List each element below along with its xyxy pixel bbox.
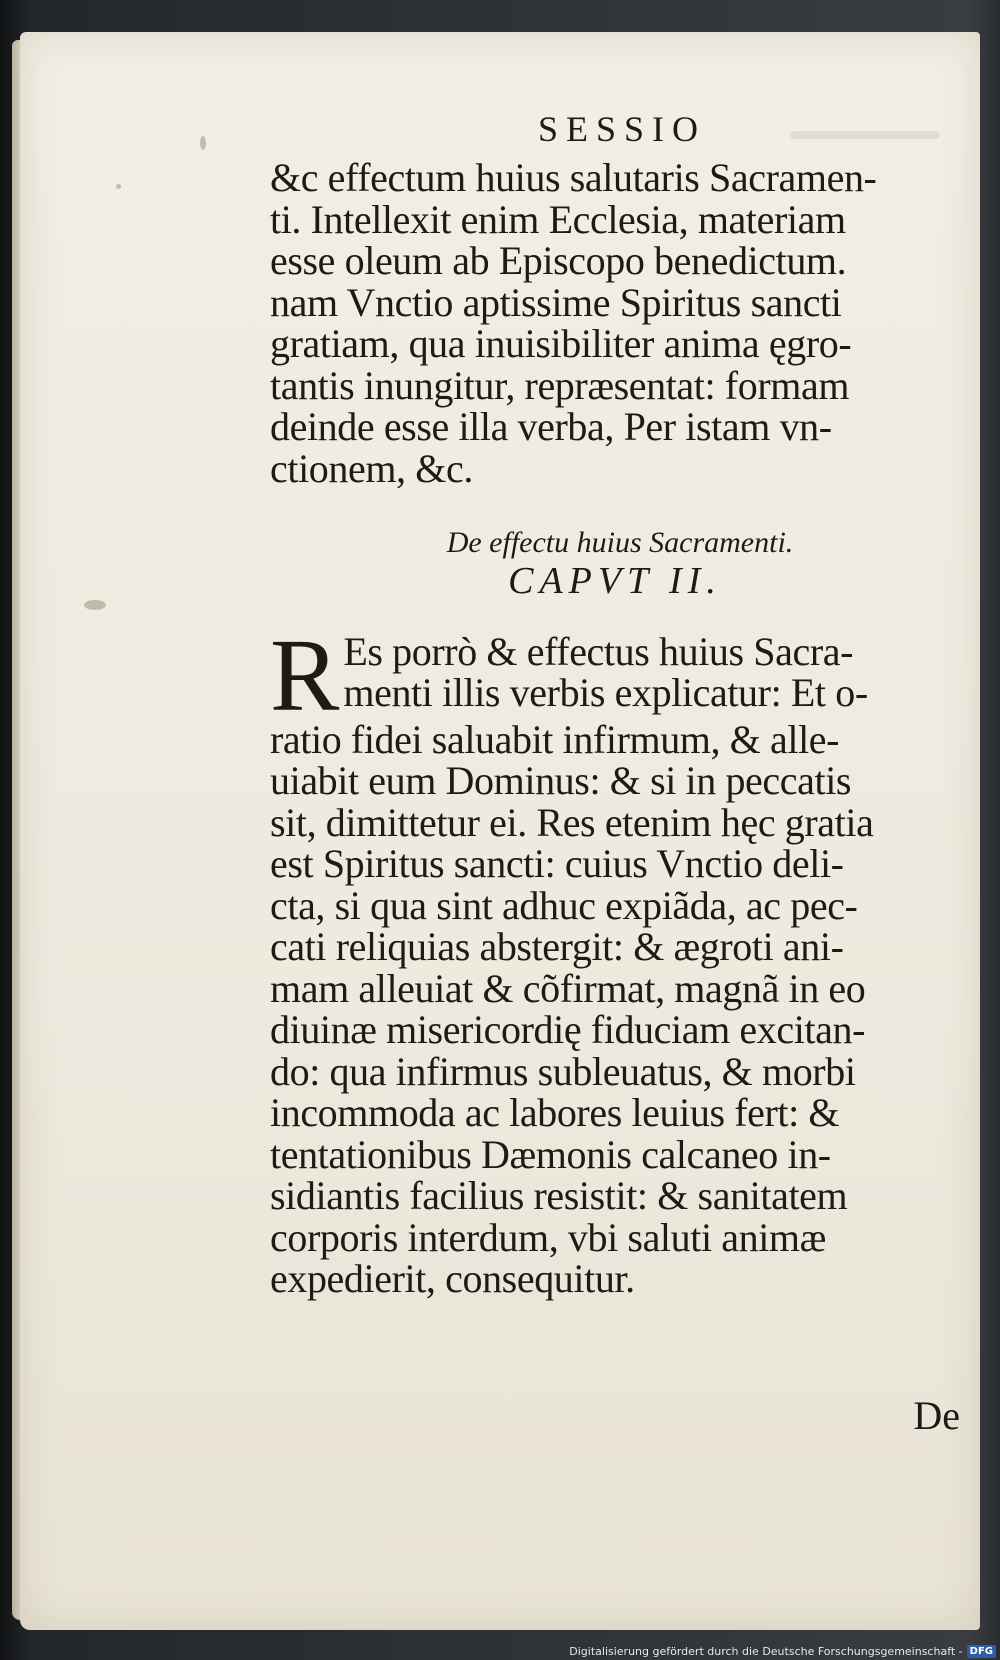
main-text bbox=[270, 108, 950, 1300]
text-line: esse oleum ab Episcopo benedictum. bbox=[270, 238, 847, 284]
text-line: menti illis verbis explicatur: Et o- bbox=[343, 670, 868, 716]
chapter-title: CAPVT II. bbox=[508, 560, 722, 603]
catchword: De bbox=[913, 1393, 960, 1438]
text-line: est Spiritus sancti: cuius Vnctio deli- bbox=[270, 841, 844, 887]
stain-spot bbox=[84, 600, 106, 610]
stain-spot bbox=[200, 136, 206, 150]
text-line: ratio fidei saluabit infirmum, & alle- bbox=[270, 716, 840, 762]
text-line: corporis interdum, vbi saluti animæ bbox=[270, 1214, 826, 1260]
text-line: cta, si qua sint adhuc expiãda, ac pec- bbox=[270, 882, 858, 928]
text-line: expedierit, consequitur. bbox=[270, 1256, 635, 1302]
text-line: &c effectum huius salutaris Sacramen- bbox=[270, 155, 877, 201]
paragraph-1 bbox=[270, 157, 950, 489]
text-line: do: qua infirmus subleuatus, & morbi bbox=[270, 1048, 856, 1094]
stain-spot bbox=[116, 184, 121, 189]
text-line: diuinæ misericordię fiduciam excitan- bbox=[270, 1007, 866, 1053]
paragraph-2 bbox=[270, 617, 950, 1302]
running-head: SESSIO bbox=[537, 109, 707, 149]
text-line: cati reliquias abstergit: & ægroti ani- bbox=[270, 924, 844, 970]
text-line: uiabit eum Dominus: & si in peccatis bbox=[270, 758, 852, 804]
text-line: ctionem, &c. bbox=[270, 445, 473, 491]
text-line: deinde esse illa verba, Per istam vn- bbox=[270, 404, 832, 450]
text-line: ti. Intellexit enim Ecclesia, materiam bbox=[270, 196, 846, 242]
text-line: gratiam, qua inuisibiliter anima ęgro- bbox=[270, 321, 852, 367]
chapter-subtitle: De effectu huius Sacramenti. bbox=[446, 526, 794, 560]
text-line: sit, dimittetur ei. Res etenim hęc gratia bbox=[270, 799, 874, 845]
text-line: tantis inungitur, repræsentat: formam bbox=[270, 362, 850, 408]
digitization-footer bbox=[569, 1645, 996, 1658]
text-line: tentationibus Dæmonis calcaneo in- bbox=[270, 1131, 831, 1177]
drop-capital: R bbox=[270, 617, 340, 733]
text-line: incommoda ac labores leuius fert: & bbox=[270, 1090, 840, 1136]
text-line: Es porrò & effectus huius Sacra- bbox=[343, 628, 854, 674]
text-line: sidiantis facilius resistit: & sanitatem bbox=[270, 1173, 848, 1219]
text-line: mam alleuiat & cõfirmat, magnã in eo bbox=[270, 965, 866, 1011]
text-line: nam Vnctio aptissime Spiritus sancti bbox=[270, 279, 842, 325]
dfg-logo: DFG bbox=[967, 1645, 996, 1658]
footer-text: Digitalisierung gefördert durch die Deutsche Forschungsgemeinschaft - bbox=[569, 1645, 963, 1658]
